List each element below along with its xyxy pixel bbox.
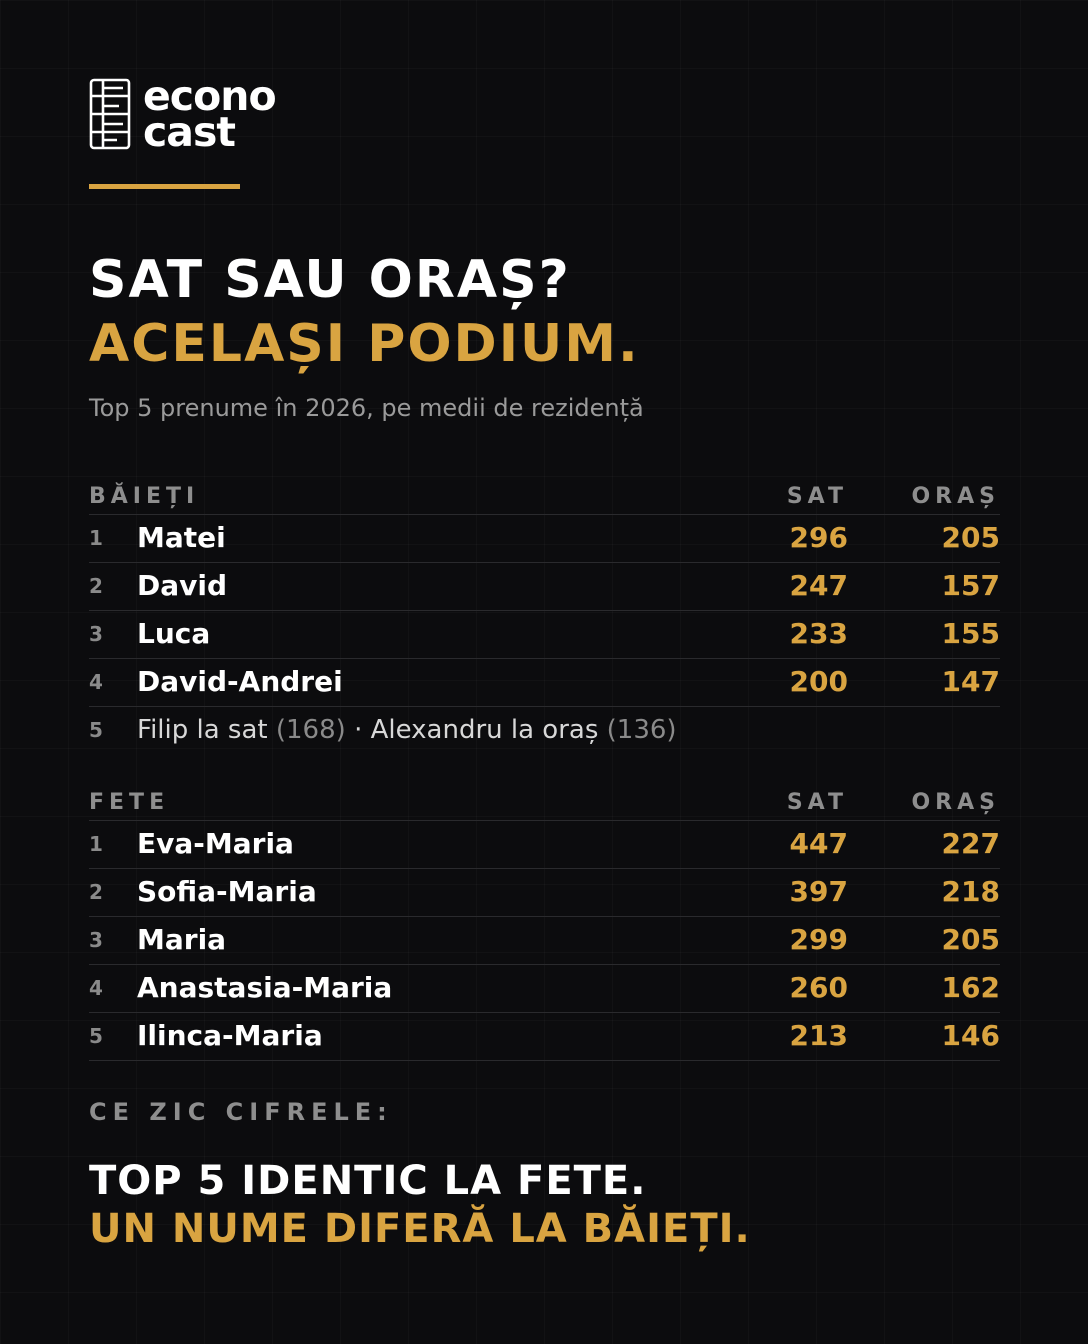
headline-line-2: ACELAȘI PODIUM. [89, 314, 640, 374]
name: Sofia-Maria [137, 875, 317, 908]
rank: 2 [89, 574, 103, 598]
girls-table-header [89, 774, 1000, 821]
name: David [137, 569, 228, 602]
table-row [89, 917, 1000, 965]
table-row [89, 821, 1000, 869]
sat-value: 247 [789, 569, 848, 602]
sat-value: 397 [789, 875, 848, 908]
brand-line-2: cast [143, 108, 235, 156]
girls-col-oras: ORAȘ [911, 790, 1000, 815]
boys-table [89, 468, 1000, 754]
boys-col-sat: SAT [786, 484, 848, 509]
rank: 3 [89, 928, 103, 952]
rank: 4 [89, 976, 103, 1000]
name: Matei [137, 521, 226, 554]
rank: 1 [89, 832, 103, 856]
name: Anastasia-Maria [137, 971, 393, 1004]
table-row [89, 515, 1000, 563]
note-part-1-value: (168) [275, 715, 346, 745]
boys-col-oras: ORAȘ [911, 484, 1000, 509]
note-separator: · [354, 715, 363, 745]
sat-value: 213 [789, 1019, 848, 1052]
brand-line-1: econo [143, 72, 276, 120]
rank: 1 [89, 526, 103, 550]
conclusion-kicker: CE ZIC CIFRELE: [89, 1098, 393, 1126]
name: Maria [137, 923, 227, 956]
name: Eva-Maria [137, 827, 294, 860]
note-part-2-value: (136) [606, 715, 677, 745]
sat-value: 447 [789, 827, 848, 860]
boys-fifth-place-note [89, 707, 1000, 754]
sat-value: 296 [789, 521, 848, 554]
table-row [89, 611, 1000, 659]
headline-line-1: SAT SAU ORAȘ? [89, 250, 571, 310]
sat-value: 200 [789, 665, 848, 698]
boys-label: BĂIEȚI [89, 484, 200, 509]
rank: 5 [89, 718, 103, 742]
table-row [89, 659, 1000, 707]
subtitle: Top 5 prenume în 2026, pe medii de rezidență [89, 394, 644, 422]
infographic [89, 0, 1000, 1344]
rank: 3 [89, 622, 103, 646]
oras-value: 147 [941, 665, 1000, 698]
girls-table [89, 774, 1000, 1061]
name: Ilinca-Maria [137, 1019, 323, 1052]
table-row [89, 563, 1000, 611]
girls-label: FETE [89, 790, 170, 815]
note-part-1: Filip la sat [137, 715, 268, 745]
sat-value: 233 [789, 617, 848, 650]
table-row [89, 965, 1000, 1013]
oras-value: 218 [941, 875, 1000, 908]
note-text [137, 715, 677, 745]
note-part-2: Alexandru la oraș [370, 715, 599, 745]
sat-value: 299 [789, 923, 848, 956]
rank: 4 [89, 670, 103, 694]
rank: 2 [89, 880, 103, 904]
rank: 5 [89, 1024, 103, 1048]
oras-value: 205 [941, 923, 1000, 956]
name: David-Andrei [137, 665, 343, 698]
table-row [89, 869, 1000, 917]
boys-table-header [89, 468, 1000, 515]
brand-logo [89, 72, 276, 156]
econocast-mark-icon [89, 78, 131, 150]
name: Luca [137, 617, 211, 650]
conclusion-line-2: UN NUME DIFERĂ LA BĂIEȚI. [89, 1206, 751, 1252]
oras-value: 205 [941, 521, 1000, 554]
accent-rule [89, 184, 240, 189]
girls-col-sat: SAT [786, 790, 848, 815]
table-row [89, 1013, 1000, 1061]
conclusion-line-1: TOP 5 IDENTIC LA FETE. [89, 1158, 647, 1204]
oras-value: 146 [941, 1019, 1000, 1052]
brand-wordmark [143, 72, 276, 156]
sat-value: 260 [789, 971, 848, 1004]
oras-value: 155 [941, 617, 1000, 650]
oras-value: 157 [941, 569, 1000, 602]
oras-value: 162 [941, 971, 1000, 1004]
oras-value: 227 [941, 827, 1000, 860]
